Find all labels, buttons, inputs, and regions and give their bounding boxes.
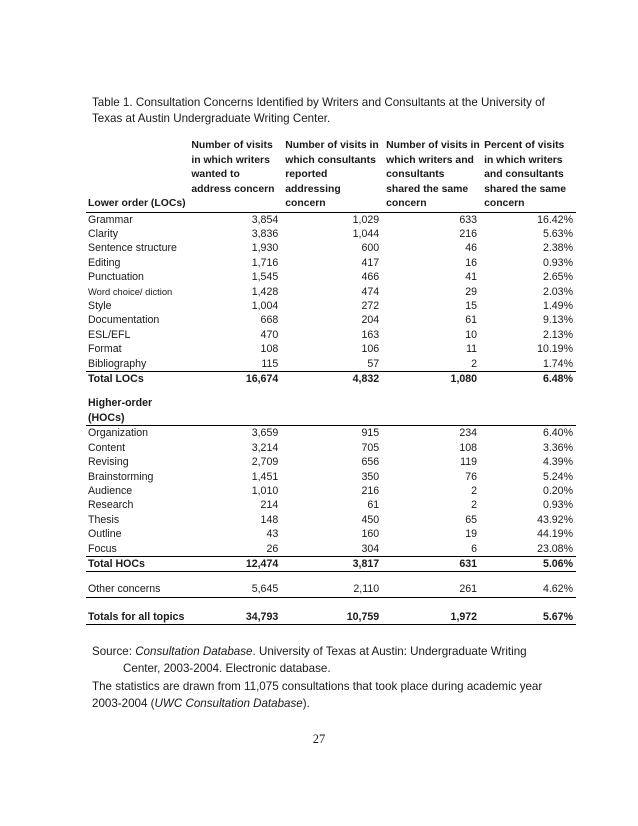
cell-shared: 29 — [465, 285, 478, 298]
cell-shared: 10 — [465, 328, 478, 341]
cell-writers: 16,674 — [187, 371, 281, 386]
table-row — [86, 455, 576, 469]
cell-consultants: 204 — [361, 314, 380, 327]
cell-percent: 3.36% — [542, 441, 573, 454]
cell-writers: 148 — [260, 513, 279, 526]
row-label: Outline — [88, 528, 122, 541]
source-line-1 — [92, 643, 562, 660]
grand-total-row — [86, 610, 576, 625]
cell-writers: 1,716 — [251, 256, 279, 269]
cell-consultants: 350 — [361, 470, 380, 483]
table-row — [86, 227, 576, 241]
cell-shared: 11 — [466, 343, 478, 356]
table-row — [86, 441, 576, 455]
row-label: Clarity — [88, 227, 119, 240]
table-row — [86, 212, 576, 227]
row-label: Totals for all topics — [86, 610, 187, 625]
row-label: Audience — [88, 485, 133, 497]
cell-consultants: 417 — [361, 256, 380, 269]
table-row — [86, 498, 576, 512]
source-prefix: Source: — [92, 645, 136, 658]
cell-consultants: 272 — [361, 299, 380, 312]
cell-percent: 4.62% — [542, 583, 573, 596]
cell-writers: 26 — [266, 542, 279, 555]
table-row — [86, 241, 576, 255]
spacer-row — [86, 597, 576, 610]
cell-percent: 2.38% — [542, 242, 573, 255]
table-row — [86, 527, 576, 541]
row-label: Word choice/ diction — [88, 285, 173, 297]
cell-consultants: 2,110 — [353, 583, 380, 596]
cell-writers: 5,645 — [251, 583, 279, 596]
cell-shared: 65 — [465, 513, 478, 526]
cell-consultants: 656 — [361, 456, 380, 469]
cell-shared: 1,080 — [382, 371, 480, 386]
row-label: Brainstorming — [88, 470, 154, 483]
cell-consultants: 1,044 — [352, 227, 380, 240]
table-row — [86, 285, 576, 299]
section-label: Higher-order (HOCs) — [88, 397, 153, 424]
cell-consultants: 600 — [361, 242, 380, 255]
cell-consultants: 304 — [361, 542, 380, 555]
cell-shared: 2 — [471, 499, 478, 512]
cell-shared: 76 — [465, 470, 478, 483]
cell-percent: 6.40% — [542, 427, 573, 440]
cell-percent: 16.42% — [537, 213, 573, 226]
cell-consultants: 450 — [361, 513, 380, 526]
year-range: 2003-2004 ( — [92, 697, 155, 711]
cell-writers: 1,010 — [251, 485, 279, 497]
cell-percent: 5.24% — [542, 470, 573, 483]
row-label: Sentence structure — [88, 242, 177, 255]
cell-shared: 1,972 — [382, 610, 480, 625]
cell-writers: 34,793 — [187, 610, 281, 625]
table-row — [86, 484, 576, 498]
statistics-note-line-2 — [92, 695, 562, 712]
cell-consultants: 160 — [361, 528, 380, 541]
cell-shared: 19 — [465, 528, 478, 541]
row-label: Organization — [88, 427, 149, 440]
cell-percent: 1.49% — [542, 299, 573, 312]
consultation-table — [86, 139, 576, 625]
cell-percent: 43.92% — [537, 513, 573, 526]
cell-consultants: 915 — [361, 427, 380, 440]
cell-consultants: 474 — [361, 285, 380, 298]
row-label: Documentation — [88, 314, 160, 327]
cell-consultants: 1,029 — [352, 213, 380, 226]
cell-writers: 470 — [260, 328, 279, 341]
cell-shared: 16 — [465, 256, 478, 269]
row-label: Other concerns — [88, 583, 161, 596]
table-row — [86, 270, 576, 284]
cell-writers: 1,428 — [251, 285, 279, 298]
row-label: Revising — [88, 456, 129, 469]
uwc-database-title: UWC Consultation Database — [154, 697, 303, 711]
total-row-locs — [86, 371, 576, 386]
table-row — [86, 470, 576, 484]
row-label: Punctuation — [88, 271, 144, 284]
cell-shared: 631 — [382, 557, 480, 572]
cell-shared: 2 — [471, 485, 478, 497]
cell-percent: 5.06% — [480, 557, 576, 572]
cell-shared: 15 — [465, 299, 478, 312]
other-concerns-row — [86, 582, 576, 597]
cell-consultants: 61 — [367, 499, 380, 512]
cell-percent: 2.65% — [542, 271, 573, 284]
cell-percent: 2.13% — [542, 328, 573, 341]
cell-percent: 0.93% — [542, 499, 573, 512]
table-row — [86, 426, 576, 441]
section-header-hocs — [86, 396, 576, 426]
source-line-2: Center, 2003-2004. Electronic database. — [123, 662, 331, 676]
table-row — [86, 542, 576, 557]
cell-consultants: 466 — [361, 271, 380, 284]
row-label: Bibliography — [88, 357, 147, 370]
cell-percent: 2.03% — [542, 285, 573, 298]
table-row — [86, 357, 576, 372]
cell-shared: 108 — [459, 441, 478, 454]
cell-percent: 0.20% — [542, 485, 573, 497]
cell-percent: 10.19% — [537, 343, 573, 356]
row-label: Total HOCs — [86, 557, 187, 572]
cell-shared: 2 — [471, 357, 478, 370]
table-header-row — [86, 139, 576, 212]
cell-consultants: 216 — [361, 485, 380, 497]
row-label: Grammar — [88, 213, 133, 226]
statistics-note: The statistics are drawn from 11,075 consultations that took place during academic year — [92, 679, 543, 693]
cell-writers: 1,930 — [251, 242, 279, 255]
cell-percent: 5.63% — [542, 227, 573, 240]
column-header-consultants: Number of visits in which consultants reported addressing concern — [281, 139, 382, 212]
cell-writers: 668 — [260, 314, 279, 327]
cell-consultants: 106 — [361, 343, 380, 356]
cell-writers: 1,451 — [251, 470, 279, 483]
cell-writers: 3,214 — [251, 441, 279, 454]
cell-writers: 12,474 — [187, 557, 281, 572]
cell-writers: 2,709 — [251, 456, 279, 469]
total-row-hocs — [86, 557, 576, 572]
column-header-category: Lower order (LOCs) — [86, 139, 187, 212]
source-rest: . University of Texas at Austin: Undergraduate Writing — [252, 645, 527, 658]
source-note — [92, 643, 562, 713]
cell-percent: 5.67% — [480, 610, 576, 625]
cell-writers: 1,545 — [251, 271, 279, 284]
cell-writers: 1,004 — [251, 299, 279, 312]
cell-writers: 115 — [261, 357, 279, 370]
row-label: Format — [88, 343, 122, 356]
cell-writers: 214 — [260, 499, 279, 512]
row-label: Focus — [88, 542, 117, 555]
closing-paren: ). — [302, 697, 310, 711]
cell-shared: 119 — [460, 456, 478, 469]
cell-percent: 1.74% — [542, 357, 573, 370]
table-row — [86, 299, 576, 313]
cell-shared: 261 — [459, 583, 478, 596]
column-header-writers: Number of visits in which writers wanted to address concern — [187, 139, 281, 212]
row-label: Total LOCs — [86, 371, 187, 386]
cell-consultants: 3,817 — [281, 557, 382, 572]
cell-writers: 108 — [260, 343, 279, 356]
cell-consultants: 4,832 — [281, 371, 382, 386]
row-label: Thesis — [88, 513, 120, 526]
cell-percent: 9.13% — [542, 314, 573, 327]
column-header-shared: Number of visits in which writers and consultants shared the same concern — [382, 139, 480, 212]
column-header-percent: Percent of visits in which writers and consultants shared the same concern — [480, 139, 576, 212]
row-label: ESL/EFL — [88, 328, 131, 341]
table-row — [86, 313, 576, 327]
cell-consultants: 10,759 — [281, 610, 382, 625]
cell-writers: 3,659 — [251, 427, 279, 440]
row-label: Research — [88, 499, 134, 512]
table-row — [86, 256, 576, 270]
table-row — [86, 328, 576, 342]
cell-percent: 6.48% — [480, 371, 576, 386]
cell-percent: 0.93% — [542, 256, 573, 269]
cell-shared: 61 — [465, 314, 478, 327]
cell-consultants: 163 — [361, 328, 380, 341]
cell-writers: 43 — [266, 528, 279, 541]
cell-shared: 41 — [465, 271, 478, 284]
cell-percent: 44.19% — [537, 528, 573, 541]
row-label: Content — [88, 441, 126, 454]
cell-shared: 216 — [459, 227, 478, 240]
cell-writers: 3,854 — [251, 213, 279, 226]
cell-shared: 6 — [471, 542, 478, 555]
cell-consultants: 57 — [367, 357, 380, 370]
table-caption: Table 1. Consultation Concerns Identified by Writers and Consultants at the University of Texas at Austin Undergraduate Writing Center. — [92, 96, 545, 125]
table-row — [86, 342, 576, 356]
cell-shared: 46 — [465, 242, 478, 255]
spacer-row — [86, 572, 576, 583]
database-title: Consultation Database — [135, 645, 253, 658]
cell-shared: 633 — [459, 213, 478, 226]
page-number: 27 — [312, 732, 326, 746]
table-row — [86, 513, 576, 527]
cell-percent: 23.08% — [537, 542, 573, 555]
spacer-row — [86, 386, 576, 396]
cell-consultants: 705 — [361, 441, 380, 454]
cell-shared: 234 — [459, 427, 478, 440]
cell-writers: 3,836 — [251, 227, 279, 240]
cell-percent: 4.39% — [542, 456, 573, 469]
row-label: Editing — [88, 256, 121, 269]
row-label: Style — [88, 299, 112, 312]
